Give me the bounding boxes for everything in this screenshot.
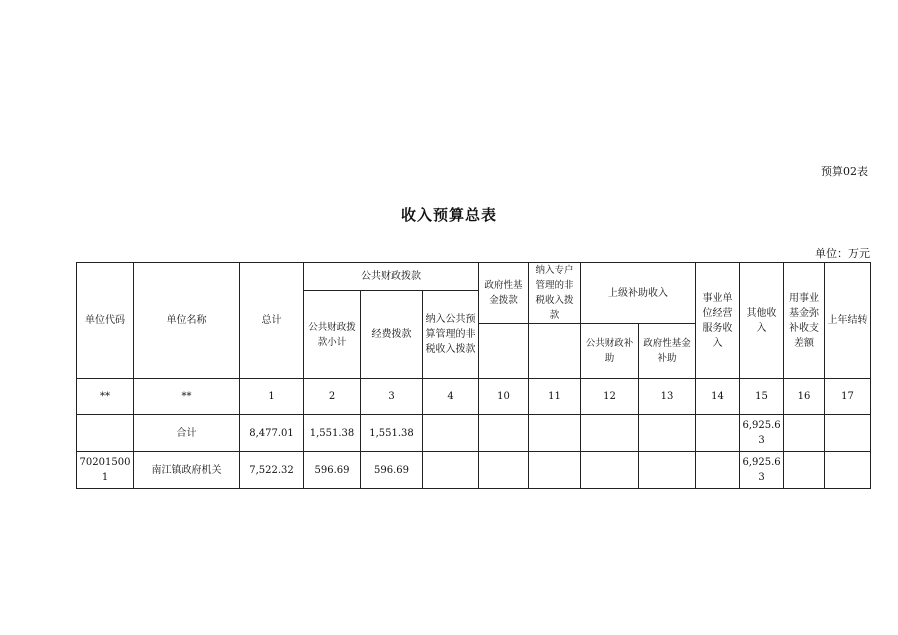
cell-carryover (825, 415, 871, 452)
cell-funding: 1,551.38 (361, 415, 423, 452)
page-title: 收入预算总表 (400, 206, 497, 224)
table-row (77, 452, 871, 489)
header-public-finance: 公共财政拨款 (304, 263, 479, 291)
cell-gov-fund (479, 415, 529, 452)
cell-budget-nontax (423, 415, 479, 452)
cell-public-finance-subtotal: 1,551.38 (304, 415, 361, 452)
cell-business-income (696, 415, 740, 452)
cell-total: 8,477.01 (240, 415, 304, 452)
header-funding: 经费拨款 (361, 291, 423, 379)
header-special-nontax-spacer (529, 324, 581, 379)
index-cell: 4 (423, 379, 479, 415)
table-row-total (77, 415, 871, 452)
form-code: 预算02表 (821, 165, 868, 178)
index-cell: 14 (696, 379, 740, 415)
header-unit-name: 单位名称 (134, 263, 240, 379)
index-cell: 16 (784, 379, 825, 415)
cell-gov-fund (479, 452, 529, 489)
header-upper-public-finance: 公共财政补助 (581, 324, 639, 379)
index-cell: ** (77, 379, 134, 415)
header-business-income: 事业单位经营服务收入 (696, 263, 740, 379)
cell-upper-public-finance (581, 452, 639, 489)
header-carryover: 上年结转 (825, 263, 871, 379)
cell-special-nontax (529, 452, 581, 489)
cell-budget-nontax (423, 452, 479, 489)
cell-code (77, 415, 134, 452)
header-row-1 (77, 263, 871, 291)
index-cell: 12 (581, 379, 639, 415)
cell-upper-gov-fund (639, 452, 696, 489)
header-gov-fund: 政府性基金拨款 (479, 263, 529, 324)
header-other-income: 其他收入 (740, 263, 784, 379)
cell-other-income: 6,925.63 (740, 415, 784, 452)
cell-fund-makeup (784, 415, 825, 452)
header-unit-code: 单位代码 (77, 263, 134, 379)
cell-business-income (696, 452, 740, 489)
cell-upper-gov-fund (639, 415, 696, 452)
index-cell: 13 (639, 379, 696, 415)
index-cell: 10 (479, 379, 529, 415)
cell-other-income: 6,925.63 (740, 452, 784, 489)
header-upper-subsidy: 上级补助收入 (581, 263, 696, 324)
header-upper-gov-fund: 政府性基金补助 (639, 324, 696, 379)
header-public-finance-subtotal: 公共财政拨款小计 (304, 291, 361, 379)
index-cell: 15 (740, 379, 784, 415)
cell-public-finance-subtotal: 596.69 (304, 452, 361, 489)
cell-funding: 596.69 (361, 452, 423, 489)
header-total: 总计 (240, 263, 304, 379)
index-cell: 11 (529, 379, 581, 415)
header-special-nontax: 纳入专户管理的非税收入拨款 (529, 263, 581, 324)
index-cell: 17 (825, 379, 871, 415)
cell-code: 702015001 (77, 452, 134, 489)
cell-special-nontax (529, 415, 581, 452)
column-index-row (77, 379, 871, 415)
cell-fund-makeup (784, 452, 825, 489)
header-fund-makeup: 用事业基金弥补收支差额 (784, 263, 825, 379)
cell-name: 合计 (134, 415, 240, 452)
index-cell: 2 (304, 379, 361, 415)
cell-carryover (825, 452, 871, 489)
cell-name: 南江镇政府机关 (134, 452, 240, 489)
index-cell: 1 (240, 379, 304, 415)
header-budget-nontax: 纳入公共预算管理的非税收入拨款 (423, 291, 479, 379)
header-gov-fund-spacer (479, 324, 529, 379)
index-cell: ** (134, 379, 240, 415)
income-budget-table (76, 262, 871, 489)
index-cell: 3 (361, 379, 423, 415)
cell-upper-public-finance (581, 415, 639, 452)
unit-label: 单位：万元 (815, 247, 870, 260)
cell-total: 7,522.32 (240, 452, 304, 489)
